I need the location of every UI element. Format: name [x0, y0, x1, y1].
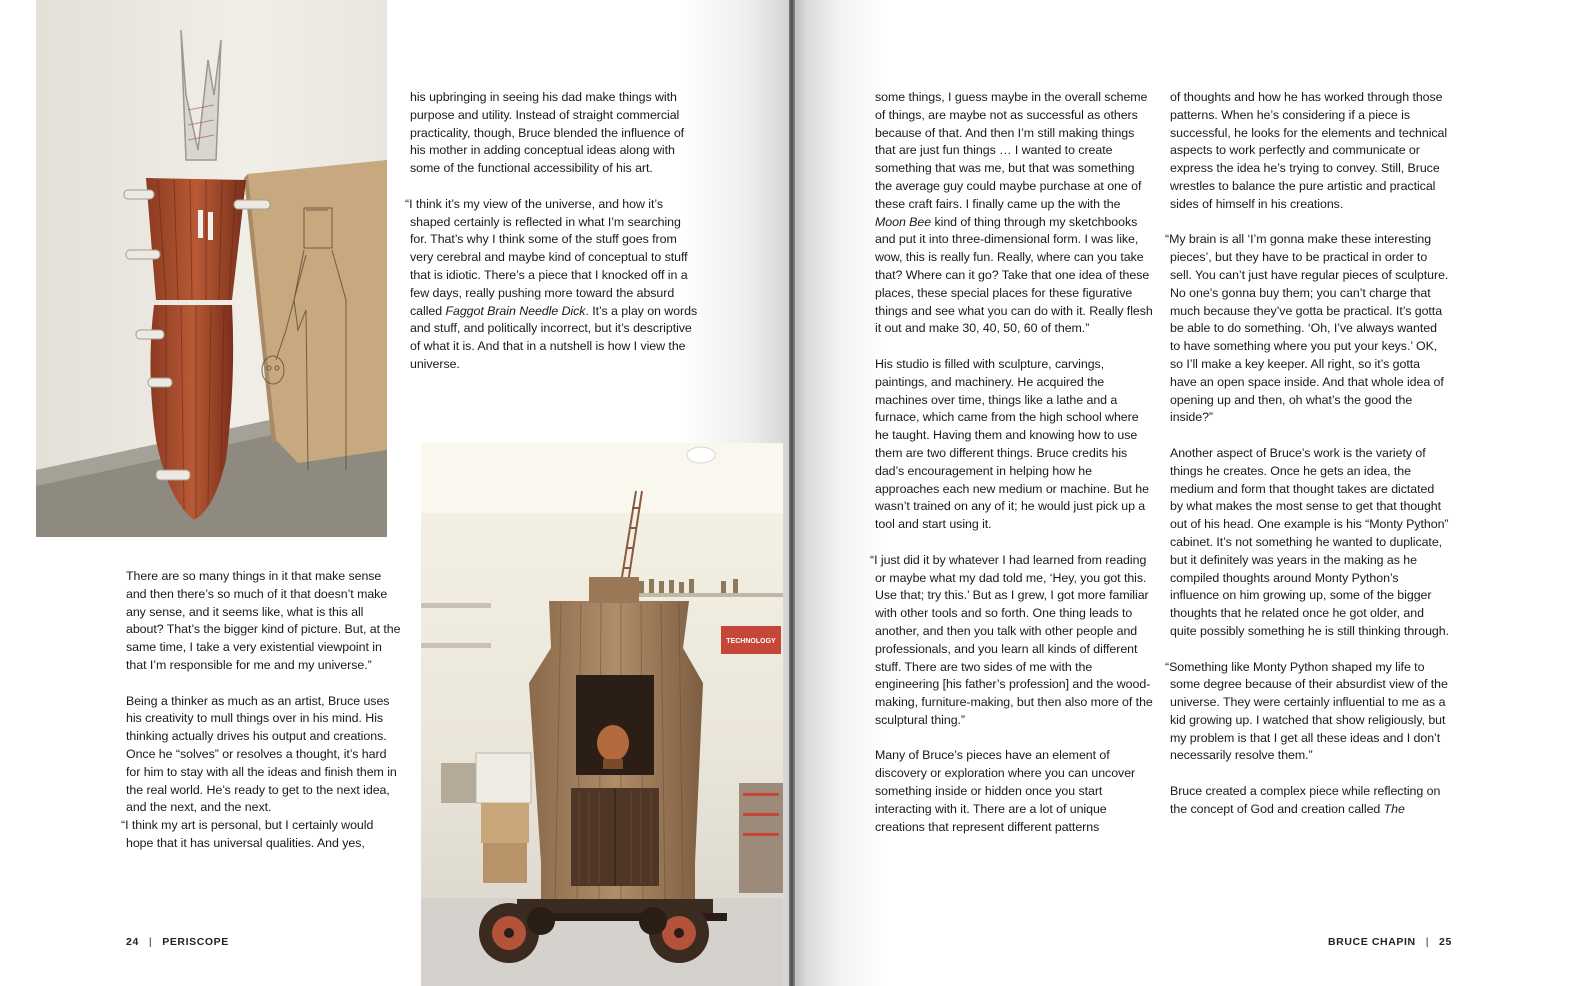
paragraph: “Something like Monty Python shaped my life to some degree because of their absurdist view of the universe. They were certainly influential to me as a kid growing up. I watched that show religiously, but my problem is that I get all these ideas and I don’t necessarily resolve them.” [1165, 659, 1448, 763]
wall-sculpture-image [36, 0, 387, 537]
paragraph: his upbringing in seeing his dad make things with purpose and utility. Instead of straight commercial practicality, though, Bruce blended the influence of his mother in adding conceptual ideas along with some of the functional accessibility of his art. [410, 90, 685, 176]
left-top-column [405, 89, 698, 392]
right-column-1 [870, 89, 1153, 854]
right-column-2 [1165, 89, 1450, 836]
paragraph: There are so many things in it that make sense and then there’s so much of it that doesn’t make any sense, and it seems like, what is this all about? That’s the bigger kind of picture. But, at the same time, I take a very existential viewpoint in that I’m responsible for me and my universe.” [126, 569, 401, 672]
book-spine-shadow [789, 0, 795, 986]
paragraph: Many of Bruce’s pieces have an element of discovery or exploration where you can uncover something inside or hidden once you start interacting with it. There are a lot of unique creations that represent different patterns [875, 748, 1136, 834]
paragraph-text: Bruce created a complex piece while reflecting on the concept of God and creation called [1170, 784, 1441, 816]
page-number: 25 [1439, 936, 1452, 948]
photo-cabinet-on-wheels [421, 443, 783, 986]
folio-left [126, 936, 229, 948]
paragraph: “I just did it by whatever I had learned from reading or maybe what my dad told me, ‘Hey, you got this. Use that; try this.’ But as I grew, I got more familiar with other tools and so forth. One thing leads to another, and then you talk with other people and professionals, and you learn all kinds of different stuff. There are two sides of me with the engineering [his father’s profession] and the wood-making, furniture-making, but then also more of the sculptural thing.” [870, 552, 1153, 727]
paragraph-text: some things, I guess maybe in the overall scheme of things, are maybe not as successful as others because of that. And then I’m still making things that are just fun things … I wanted to create something that was me, but that was something the average guy could maybe purchase at one of these craft fairs. I finally came up the with the [875, 90, 1148, 211]
folio-separator: | [148, 936, 153, 948]
paragraph-text: kind of thing through my sketchbooks and put it into three-dimensional form. I was like, wow, this is really fun. Really, where can you take that? Where can it go? Take that one idea of these places, these special places for these figurative things and see what you can do with it. Really flesh it out and make 30, 40, 50, 60 of them.” [875, 214, 1153, 336]
folio-separator: | [1425, 936, 1430, 948]
paragraph: of thoughts and how he has worked through those patterns. When he’s considering if a piece is successful, he looks for the elements and technical aspects to work perfectly and communicate or express the idea he’s trying to convey. Still, Bruce wrestles to balance the pure artistic and practical sides of himself in his creations. [1170, 90, 1448, 211]
paragraph: “My brain is all ‘I’m gonna make these interesting pieces’, but they have to be practical in order to sell. You can’t just have regular pieces of sculpture. No one’s gonna buy them; you can’t charge that much because they’ve gotta be practical. It’s gotta be able to do something. ‘Oh, I’ve always wanted to have something where you put your keys.’ OK, so I’ll make a key keeper. All right, so it’s gotta have an open space inside. And that whole idea of opening up and then, oh what’s the good the inside?” [1165, 232, 1449, 425]
paragraph [405, 196, 698, 374]
paragraph-text: “I think it’s my view of the universe, and how it’s shaped certainly is reflected in what I’m searching for. That’s why I think some of the stuff goes from very cerebral and maybe kind of conceptual to stuff that is idiotic. There’s a piece that I knocked off in a few days, really pushing more toward the absurd called [405, 196, 688, 318]
artwork-title: Moon Bee [875, 214, 932, 229]
page-number: 24 [126, 936, 139, 948]
artwork-title: Faggot Brain Needle Dick [445, 303, 586, 318]
article-name: BRUCE CHAPIN [1328, 936, 1416, 948]
paragraph [1170, 783, 1450, 819]
cabinet-image [421, 443, 783, 986]
paragraph: Another aspect of Bruce’s work is the variety of things he creates. Once he gets an idea, the medium and form that thought takes are dictated by what makes the most sense to get that thought out of his head. One example is his “Monty Python” cabinet. It’s not something he wanted to duplicate, but it definitely was years in the making as he compiled thoughts around Monty Python’s influence on him growing up, some of the bigger thoughts that he related once he got older, and quite possibly something he is still thinking through. [1170, 445, 1450, 638]
right-page [792, 0, 1584, 986]
paragraph: “I think my art is personal, but I certainly would hope that it has universal qualities. And yes, [121, 818, 374, 850]
magazine-name: PERISCOPE [162, 936, 229, 948]
left-bottom-column [121, 568, 404, 871]
paragraph: His studio is filled with sculpture, carvings, paintings, and machinery. He acquired the machines over time, things like a lathe and a furnace, which came from the high school where he taught. Having them and knowing how to use them are two different things. Bruce credits his dad’s encouragement in helping how he approaches each new medium or machine. But he wasn’t trained on any of it; he would just pick up a tool and start using it. [875, 356, 1149, 532]
paragraph: Being a thinker as much as an artist, Bruce uses his creativity to mull things over in his mind. His thinking actually drives his output and creations. Once he “solves” or resolves a thought, it’s hard for him to stay with all the ideas and finish them in the real world. He’s ready to get to the next idea, and the next, and the next. [126, 693, 397, 815]
paragraph [875, 89, 1153, 338]
photo-wall-sculpture [36, 0, 387, 537]
technology-sign-text: TECHNOLOGY [726, 638, 776, 645]
folio-right [1328, 936, 1452, 948]
paragraph-text: . It’s a play on words and stuff, and politically incorrect, but it’s descriptive of what it is. And that in a nutshell is how I view the universe. [410, 303, 698, 371]
artwork-title: The [1383, 801, 1405, 816]
